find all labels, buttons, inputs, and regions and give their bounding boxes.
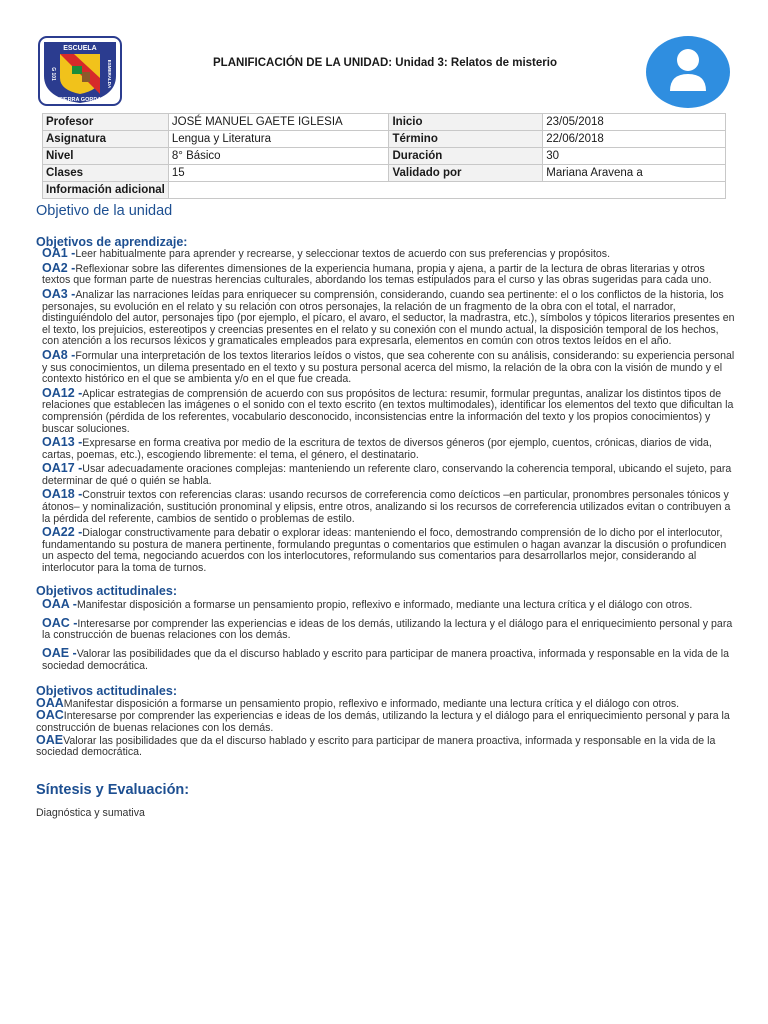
objective-item bbox=[42, 648, 736, 672]
objective-text: Interesarse por comprender las experiencias e ideas de los demás, utilizando la lectura y el diálogo para el enriquecimiento personal y para la construcción de buenas relaciones con los demás. bbox=[36, 710, 730, 734]
objective-text: Expresarse en forma creativa por medio de la escritura de textos de diversos géneros (por ejemplo, cuentos, crónicas, diarios de vida, cartas, poemas, etc.), escogiendo libremente: el tema, el género, el destinatario. bbox=[42, 437, 712, 461]
synthesis-text: Diagnóstica y sumativa bbox=[36, 807, 145, 820]
info-label: Inicio bbox=[389, 114, 543, 131]
objective-text: Formular una interpretación de los textos literarios leídos o vistos, que sea coherente con su análisis, considerando: su experiencia personal y sus conocimientos, un dilema presentado en el texto y su postura personal acerca del mismo, la relación de la obra con la visión de mundo y el contexto histórico en el que se ambienta y/o en el que fue creada. bbox=[42, 349, 735, 386]
objective-code: OAE - bbox=[42, 646, 77, 660]
info-value: JOSÉ MANUEL GAETE IGLESIA bbox=[168, 114, 389, 131]
objective-code: OAC bbox=[36, 708, 64, 723]
objective-code: OA18 - bbox=[42, 487, 83, 502]
objective-code: OAC - bbox=[42, 615, 78, 630]
objective-text: Manifestar disposición a formarse un pensamiento propio, reflexivo e informado, mediante una lectura crítica y el diálogo con otros. bbox=[76, 599, 693, 612]
logo-text-top: ESCUELA bbox=[63, 45, 97, 52]
objective-text: Leer habitualmente para aprender y recrearse, y seleccionar textos de acuerdo con sus preferencias y propósitos. bbox=[75, 248, 611, 261]
objective-code: OA17 - bbox=[42, 461, 83, 476]
logo-text-right: ESMERALDA bbox=[107, 59, 112, 89]
objective-code: OA22 - bbox=[42, 525, 83, 540]
objective-title: Objetivo de la unidad bbox=[36, 203, 173, 219]
info-value bbox=[168, 182, 725, 199]
objective-text: Valorar las posibilidades que da el discurso hablado y escrito para participar de manera proactiva, informada y responsable en la vida de la sociedad democrática. bbox=[42, 648, 730, 672]
objective-item bbox=[36, 732, 736, 759]
objective-item bbox=[42, 260, 736, 287]
page-title: PLANIFICACIÓN DE LA UNIDAD: Unidad 3: Relatos de misterio bbox=[213, 57, 557, 69]
objective-code: OA3 - bbox=[42, 286, 76, 301]
info-row bbox=[43, 114, 726, 131]
objective-item bbox=[42, 463, 736, 487]
logo-text-left: G 101 bbox=[50, 67, 56, 81]
info-row bbox=[43, 131, 726, 148]
main-content bbox=[36, 203, 736, 820]
page-header bbox=[0, 0, 768, 112]
info-row bbox=[43, 148, 726, 165]
objective-item bbox=[42, 347, 736, 386]
attitudinal-objectives-title-2: Objetivos actitudinales: bbox=[36, 684, 178, 699]
objective-text: Usar adecuadamente oraciones complejas: manteniendo un referente claro, conservando la coherencia temporal, ubicando el sujeto, para determinar de qué o quién se habla. bbox=[42, 463, 732, 487]
info-value: 15 bbox=[168, 165, 389, 182]
synthesis-title: Síntesis y Evaluación: bbox=[36, 781, 190, 798]
objective-code: OAA - bbox=[42, 597, 77, 612]
objective-item bbox=[42, 385, 736, 435]
objective-text: Valorar las posibilidades que da el discurso hablado y escrito para participar de manera proactiva, informada y responsable en la vida de la sociedad democrática. bbox=[36, 734, 716, 759]
objective-item bbox=[42, 489, 736, 525]
info-row bbox=[43, 165, 726, 182]
info-value: 22/06/2018 bbox=[543, 131, 726, 148]
objective-text: Construir textos con referencias claras: usando recursos de correferencia como deícticos –en particular, pronombres personales tónicos y átonos– y nominalización, sustitución pronominal y elipsis, entre otros, analizando si los recursos de correferencia utilizados evitan o contribuyen a la pérdida del referente, cambios de sentido o problemas de estilo. bbox=[42, 489, 731, 525]
objective-code: OAE bbox=[36, 732, 64, 747]
info-label: Duración bbox=[389, 148, 543, 165]
objective-code: OA8 - bbox=[42, 347, 76, 362]
objective-code: OA2 - bbox=[42, 260, 76, 275]
info-label: Término bbox=[389, 131, 543, 148]
objective-text: Dialogar constructivamente para debatir o explorar ideas: manteniendo el foco, demostrando comprensión de lo dicho por el interlocutor, fundamentando su postura de manera pertinente, formulando preguntas o comentarios que estimulen o hagan avanzar la discusión o profundicen un aspecto del tema, negociando acuerdos con los interlocutores, reformulando sus comentarios para desarrollarlos mejor, considerando al interlocutor para la toma de turnos. bbox=[42, 527, 727, 575]
info-label: Validado por bbox=[389, 165, 543, 182]
objective-code: OA12 - bbox=[42, 385, 83, 400]
objective-text: Reflexionar sobre las diferentes dimensiones de la experiencia humana, propia y ajena, a partir de la lectura de obras literarias y otros textos que forman parte de nuestras herencias culturales, abordando los temas estipulados para el curso y las obras sugeridas para cada uno. bbox=[42, 262, 712, 287]
info-label: Nivel bbox=[43, 148, 169, 165]
attitudinal-objectives-list-2 bbox=[36, 695, 736, 759]
objective-item bbox=[42, 286, 736, 348]
info-value: 23/05/2018 bbox=[543, 114, 726, 131]
objective-text: Aplicar estrategias de comprensión de acuerdo con sus propósitos de lectura: resumir, formular preguntas, analizar los distintos tipos de relaciones que establecen las imágenes o el sonido con el texto escrito (en textos multimodales), identificar los elementos del texto que dificultan la comprensión (pérdida de los referentes, vocabulario desconocido, inconsistencias entre la información del texto y los propios conocimientos) y buscar soluciones. bbox=[42, 387, 734, 435]
objective-text: Manifestar disposición a formarse un pensamiento propio, reflexivo e informado, mediante una lectura crítica y el diálogo con otros. bbox=[63, 697, 680, 710]
objective-item bbox=[42, 615, 736, 642]
objective-text: Analizar las narraciones leídas para enriquecer su comprensión, considerando, cuando sea pertinente: el o los conflictos de la historia, los personajes, su evolución en el relato y su relación con otros personajes, la relación de un fragmento de la obra con el total, el narrador, distinguiéndolo del autor, personajes tipo (por ejemplo, el pícaro, el avaro, el seductor, la madrastra, etc.), símbolos y tópicos literarios presentes en el texto, los prejuicios, estereotipos y creencias presentes en el relato y su conexión con el mundo actual, la disposición temporal de los hechos, con atención a los recursos léxicos y gramaticales empleados para expresarla, elementos en común con otros textos leídos en el año. bbox=[42, 288, 735, 348]
info-value: 30 bbox=[543, 148, 726, 165]
attitudinal-objectives-list bbox=[36, 599, 736, 672]
objective-item bbox=[42, 437, 736, 461]
info-label: Asignatura bbox=[43, 131, 169, 148]
objective-item bbox=[36, 710, 736, 734]
info-value: Mariana Aravena a bbox=[543, 165, 726, 182]
info-value: 8° Básico bbox=[168, 148, 389, 165]
school-crest-logo bbox=[38, 36, 122, 106]
objective-item bbox=[36, 695, 736, 711]
info-label: Clases bbox=[43, 165, 169, 182]
objective-item bbox=[42, 599, 736, 612]
learning-objectives-title: Objetivos de aprendizaje: bbox=[36, 234, 188, 249]
info-label: Profesor bbox=[43, 114, 169, 131]
info-label: Información adicional bbox=[43, 182, 169, 199]
attitudinal-objectives-title: Objetivos actitudinales: bbox=[36, 583, 178, 598]
user-avatar-icon[interactable] bbox=[646, 36, 730, 108]
objective-code: OAA bbox=[36, 695, 64, 710]
info-table bbox=[42, 113, 726, 199]
info-value: Lengua y Literatura bbox=[168, 131, 389, 148]
objective-item bbox=[42, 527, 736, 574]
objective-code: OA13 - bbox=[42, 435, 83, 450]
logo-text-bottom: SIERRA GORDA bbox=[58, 97, 102, 103]
info-row-extra bbox=[43, 182, 726, 199]
objective-text: Interesarse por comprender las experiencias e ideas de los demás, utilizando la lectura y el diálogo para el enriquecimiento personal y para la construcción de buenas relaciones con los demás. bbox=[42, 617, 733, 642]
objective-code: OA1 - bbox=[42, 246, 76, 261]
learning-objectives-list bbox=[36, 248, 736, 574]
objective-item bbox=[42, 248, 736, 261]
